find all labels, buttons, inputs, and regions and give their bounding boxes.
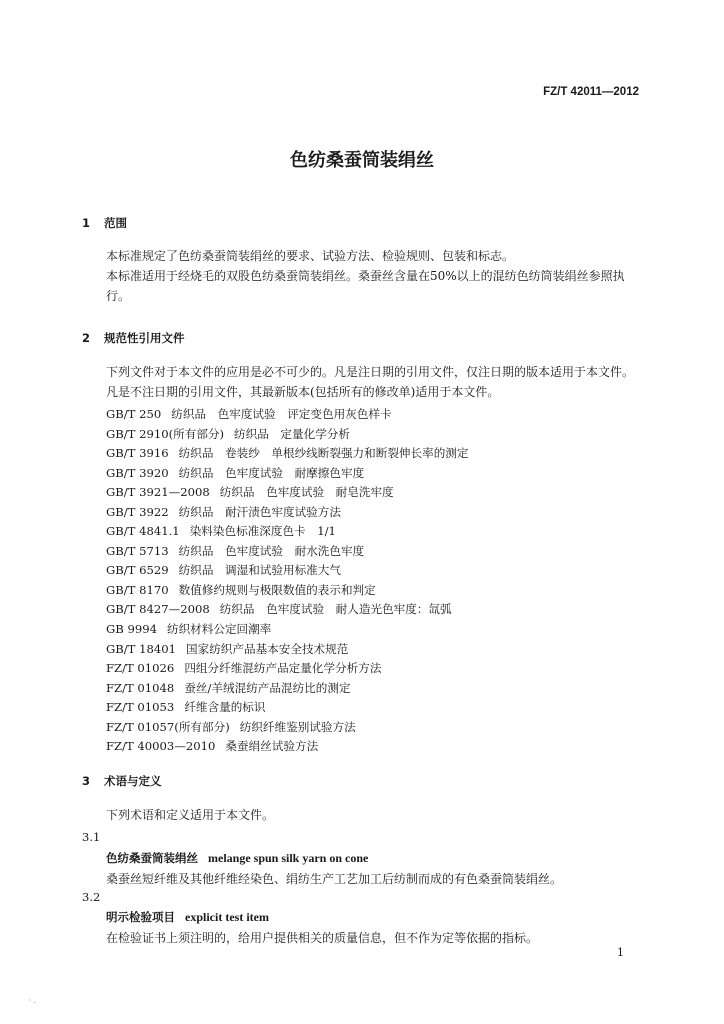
reference-title: 纺织品 耐汗渍色牢度试验方法 [178, 504, 341, 519]
reference-title: 纺织品 色牢度试验 耐人造光色牢度：氙弧 [219, 602, 452, 617]
reference-item [106, 698, 468, 718]
reference-code: GB/T 2910(所有部分) [106, 426, 225, 441]
reference-code: FZ/T 01057(所有部分) [106, 719, 230, 734]
reference-item [106, 679, 468, 699]
section-1-heading [82, 215, 127, 231]
reference-code: FZ/T 01026 [106, 661, 175, 676]
reference-item [106, 581, 468, 601]
section-2-heading [82, 330, 185, 346]
term-heading [106, 909, 269, 925]
reference-title: 纺织品 色牢度试验 耐水洗色牢度 [178, 543, 365, 558]
reference-title: 染料染色标准深度色卡 1/1 [189, 524, 336, 539]
standard-code: FZ/T 42011—2012 [543, 86, 639, 98]
reference-item [106, 503, 468, 523]
term-definition: 桑蚕丝短纤维及其他纤维经染色、绢纺生产工艺加工后纺制而成的有色桑蚕筒装绢丝。 [106, 872, 563, 886]
reference-code: GB/T 18401 [106, 641, 176, 656]
reference-title: 四组分纤维混纺产品定量化学分析方法 [184, 661, 382, 676]
reference-item [106, 483, 468, 503]
reference-title: 纺织品 色牢度试验 评定变色用灰色样卡 [171, 407, 392, 421]
term-english-name: explicit test item [185, 910, 269, 924]
reference-item [106, 464, 468, 484]
term-english-name: melange spun silk yarn on cone [208, 851, 369, 865]
reference-item [106, 620, 468, 640]
reference-code: FZ/T 01048 [106, 680, 175, 695]
reference-code: GB/T 8427—2008 [106, 602, 210, 617]
section-1-scope-text [82, 246, 642, 306]
reference-item [106, 561, 468, 581]
reference-code: GB/T 6529 [106, 563, 169, 578]
reference-item [106, 542, 468, 562]
section-3-title: 术语与定义 [104, 774, 162, 788]
term-heading [106, 850, 368, 866]
reference-code: GB/T 250 [106, 407, 162, 421]
reference-code: GB/T 3920 [106, 465, 169, 480]
reference-code: GB/T 3921—2008 [106, 485, 210, 500]
scan-speck: · . [28, 996, 36, 1005]
reference-title: 桑蚕绢丝试验方法 [225, 739, 319, 754]
scope-paragraph-1: 本标准规定了色纺桑蚕筒装绢丝的要求、试验方法、检验规则、包装和标志。 [106, 249, 515, 263]
section-2-intro [82, 362, 642, 402]
reference-title: 纺织品 定量化学分析 [234, 426, 350, 441]
terms-intro-paragraph: 下列术语和定义适用于本文件。 [106, 808, 275, 822]
reference-item [106, 600, 468, 620]
reference-item [106, 659, 468, 679]
reference-item [106, 444, 468, 464]
document-title: 色纺桑蚕筒装绢丝 [290, 150, 434, 171]
reference-title: 纺织品 色牢度试验 耐皂洗牢度 [219, 485, 394, 500]
reference-title: 纤维含量的标识 [184, 700, 266, 715]
section-3-number: 3 [82, 774, 91, 788]
reference-title: 国家纺织产品基本安全技术规范 [186, 641, 349, 656]
reference-item [106, 522, 468, 542]
section-3-intro [82, 805, 642, 825]
reference-item [106, 737, 468, 757]
reference-title: 纺织纤维鉴别试验方法 [239, 719, 356, 734]
reference-code: GB/T 8170 [106, 582, 169, 597]
page-number: 1 [617, 946, 624, 959]
reference-title: 纺织品 卷装纱 单根纱线断裂强力和断裂伸长率的测定 [178, 446, 469, 461]
term-definition: 在检验证书上须注明的，给用户提供相关的质量信息，但不作为定等依据的指标。 [106, 931, 539, 945]
reference-title: 数值修约规则与极限数值的表示和判定 [178, 582, 376, 597]
reference-code: GB 9994 [106, 622, 157, 637]
reference-title: 纺织品 色牢度试验 耐摩擦色牢度 [178, 465, 365, 480]
scope-paragraph-2: 本标准适用于经烧毛的双股色纺桑蚕筒装绢丝。桑蚕丝含量在50%以上的混纺色纺筒装绢丝参照执行。 [106, 269, 625, 303]
reference-title: 纺织材料公定回潮率 [166, 622, 272, 637]
term-number: 3.1 [82, 830, 101, 844]
reference-item [106, 405, 468, 425]
reference-code: FZ/T 01053 [106, 700, 175, 715]
reference-title: 蚕丝/羊绒混纺产品混纺比的测定 [184, 680, 351, 695]
reference-code: GB/T 5713 [106, 543, 169, 558]
reference-item [106, 640, 468, 660]
term-chinese-name: 明示检验项目 [106, 910, 175, 924]
reference-code: GB/T 3916 [106, 446, 169, 461]
reference-item [106, 425, 468, 445]
section-2-number: 2 [82, 331, 91, 345]
section-1-title: 范围 [104, 216, 127, 230]
section-1-number: 1 [82, 216, 91, 230]
section-2-title: 规范性引用文件 [104, 331, 185, 345]
normative-references-list [106, 405, 468, 757]
section-3-heading [82, 773, 162, 789]
term-number: 3.2 [82, 890, 101, 904]
term-chinese-name: 色纺桑蚕筒装绢丝 [106, 851, 198, 865]
reference-code: GB/T 4841.1 [106, 524, 180, 539]
reference-item [106, 718, 468, 738]
reference-code: GB/T 3922 [106, 504, 169, 519]
references-intro-paragraph: 下列文件对于本文件的应用是必不可少的。凡是注日期的引用文件，仅注日期的版本适用于本文件。凡是不注日期的引用文件，其最新版本(包括所有的修改单)适用于本文件。 [106, 365, 635, 399]
reference-code: FZ/T 40003—2010 [106, 739, 216, 754]
reference-title: 纺织品 调湿和试验用标准大气 [178, 563, 341, 578]
